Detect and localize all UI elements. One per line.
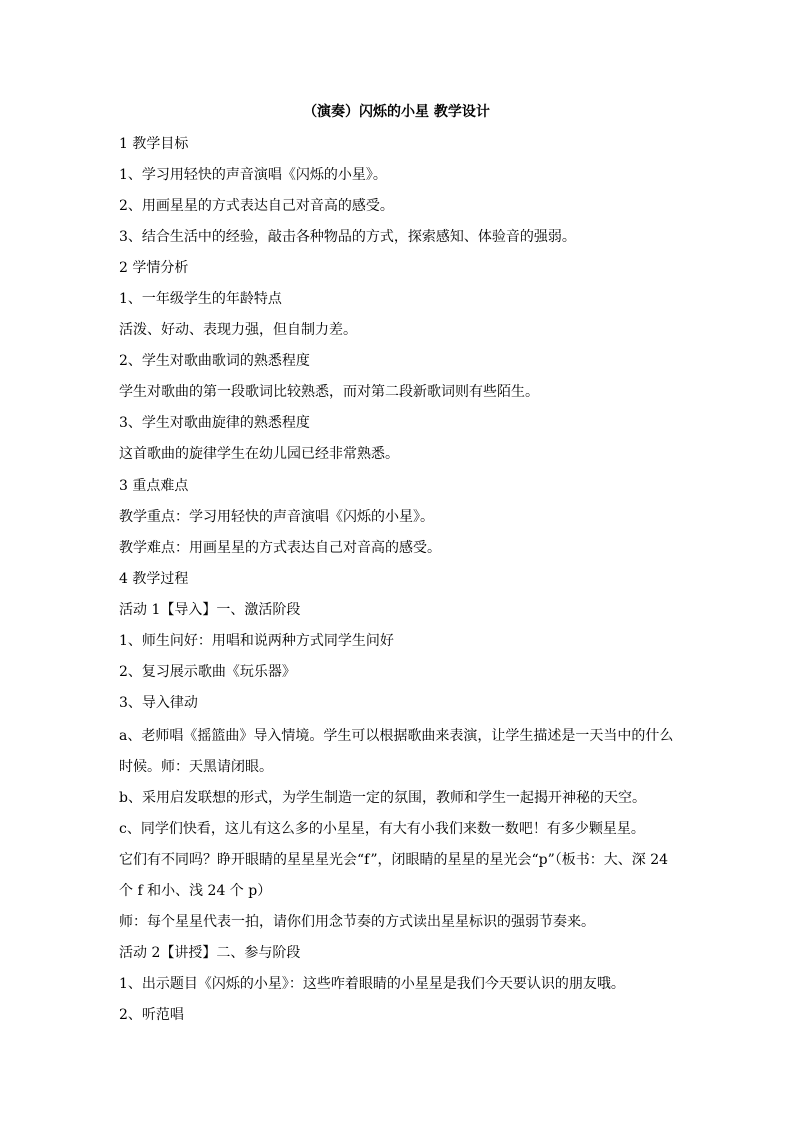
section-heading-objectives: 1 教学目标 xyxy=(119,136,189,152)
paragraph: 活泼、好动、表现力强，但自制力差。 xyxy=(119,322,357,338)
paragraph: 3、导入律动 xyxy=(119,695,198,711)
paragraph: 1、一年级学生的年龄特点 xyxy=(119,291,282,307)
paragraph: 这首歌曲的旋律学生在幼儿园已经非常熟悉。 xyxy=(119,446,399,462)
activity-heading: 活动 2【讲授】二、参与阶段 xyxy=(119,945,301,961)
paragraph: 1、学习用轻快的声音演唱《闪烁的小星》。 xyxy=(119,167,387,183)
activity-heading: 活动 1【导入】一、激活阶段 xyxy=(119,602,301,618)
paragraph: 2、复习展示歌曲《玩乐器》 xyxy=(119,664,296,680)
section-heading-key-points: 3 重点难点 xyxy=(119,478,189,494)
paragraph: 3、学生对歌曲旋律的熟悉程度 xyxy=(119,415,310,431)
paragraph: b、采用启发联想的形式，为学生制造一定的氛围，教师和学生一起揭开神秘的天空。 xyxy=(119,790,646,806)
paragraph: 个 f 和小、浅 24 个 p） xyxy=(119,883,272,899)
section-heading-process: 4 教学过程 xyxy=(119,571,189,587)
paragraph: a、老师唱《摇篮曲》导入情境。学生可以根据歌曲来表演，让学生描述是一天当中的什么 xyxy=(119,728,674,744)
paragraph: 2、用画星星的方式表达自己对音高的感受。 xyxy=(119,198,394,214)
paragraph: 时候。师：天黑请闭眼。 xyxy=(119,759,273,775)
paragraph: 1、出示题目《闪烁的小星》：这些咋着眼睛的小星星是我们今天要认识的朋友哦。 xyxy=(119,976,625,992)
paragraph: c、同学们快看，这儿有这么多的小星星，有大有小我们来数一数吧！有多少颗星星。 xyxy=(119,821,645,837)
paragraph: 它们有不同吗？睁开眼睛的星星星光会“f”，闭眼睛的星星的星光会“p”（板书：大、深 24 xyxy=(119,852,669,868)
paragraph: 2、听范唱 xyxy=(119,1007,184,1023)
paragraph: 教学难点：用画星星的方式表达自己对音高的感受。 xyxy=(119,540,441,556)
paragraph: 师：每个星星代表一拍，请你们用念节奏的方式读出星星标识的强弱节奏来。 xyxy=(119,914,595,930)
document-title: （演奏）闪烁的小星 教学设计 xyxy=(303,104,490,120)
paragraph: 教学重点：学习用轻快的声音演唱《闪烁的小星》。 xyxy=(119,509,434,525)
paragraph: 1、师生问好：用唱和说两种方式同学生问好 xyxy=(119,633,394,649)
paragraph: 学生对歌曲的第一段歌词比较熟悉，而对第二段新歌词则有些陌生。 xyxy=(119,384,539,400)
paragraph: 3、结合生活中的经验，敲击各种物品的方式，探索感知、体验音的强弱。 xyxy=(119,229,576,245)
paragraph: 2、学生对歌曲歌词的熟悉程度 xyxy=(119,353,310,369)
section-heading-analysis: 2 学情分析 xyxy=(119,260,189,276)
